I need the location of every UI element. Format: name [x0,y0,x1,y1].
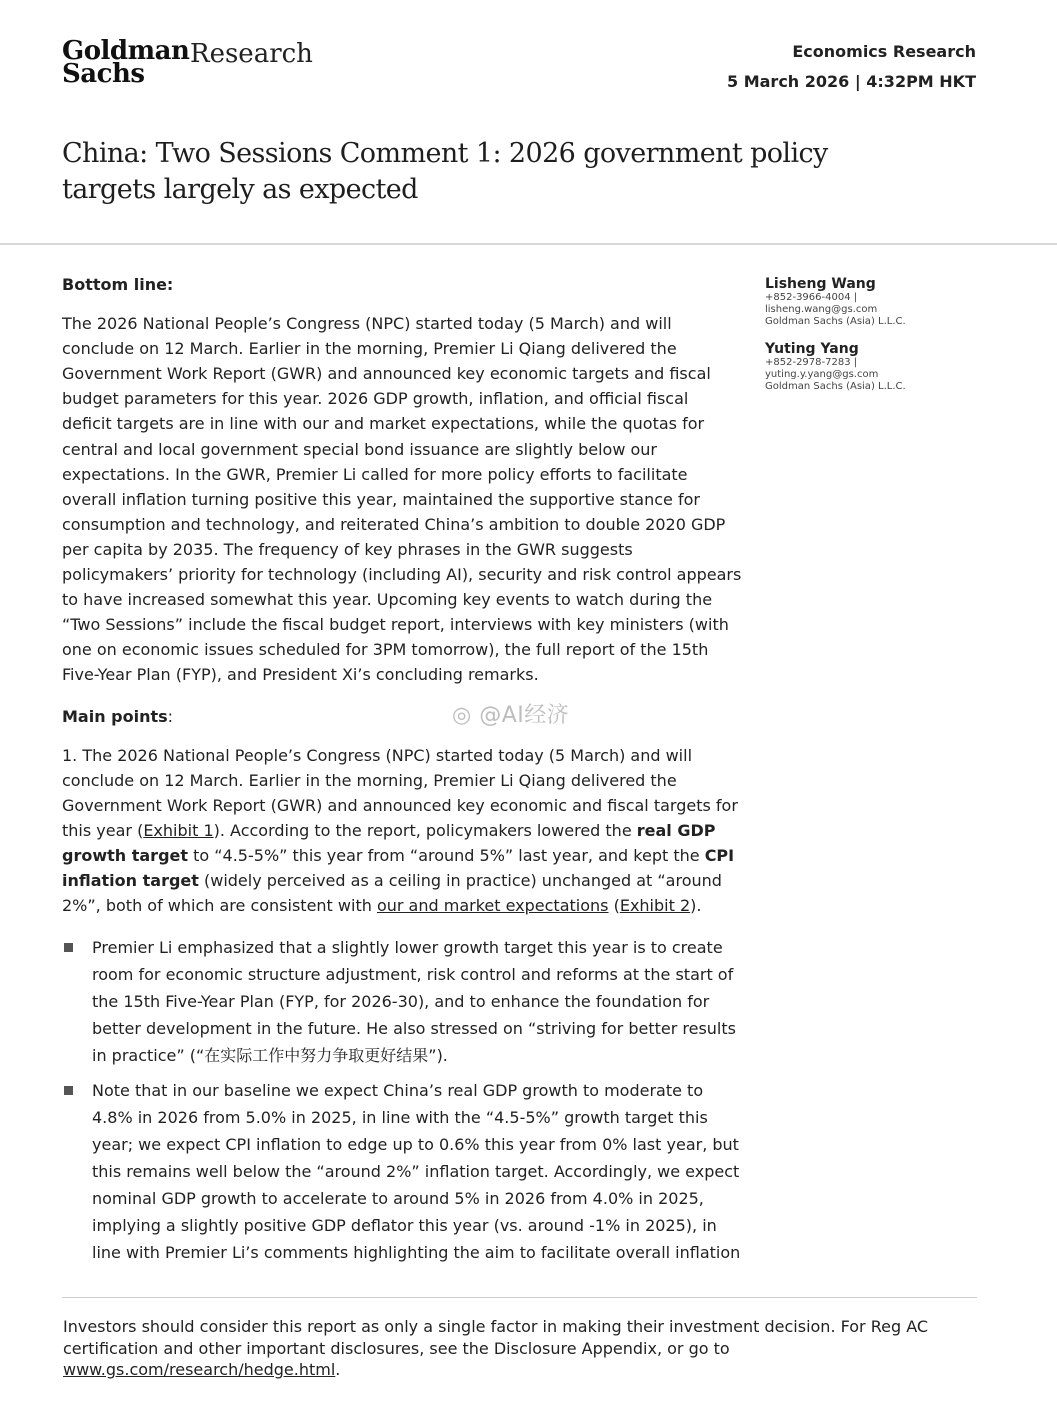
bullet-text: Premier Li emphasized that a slightly lower growth target this year is to create room for economic structure adjustment, risk control and reforms at the start of the 15th Five-Year Plan (FYP, for 2026-30), and to enhance the foundation for better development in the future. He also stressed on “striving for better results in practice” (“在实际工作中努力争取更好结果”). [92,938,736,1066]
exhibit-2-link[interactable]: Exhibit 2 [619,896,691,916]
bullet-text: Note that in our baseline we expect China’s real GDP growth to moderate to 4.8% in 2026 from 5.0% in 2025, in line with the “4.5-5%” growth target this year; we expect CPI inflation to edge up to 0.6% this year from 0% last year, but this remains well below the “around 2%” inflation target. Accordingly, we expect nominal GDP growth to accelerate to around 5% in 2026 from 4.0% in 2025, implying a slightly positive GDP deflator this year (vs. around -1% in 2025), in line with Premier Li’s comments highlighting the aim to facilitate overall inflation [92,1081,741,1263]
disclosure-link[interactable]: www.gs.com/research/hedge.html [63,1360,336,1379]
header-divider [0,243,1057,245]
main-point-1-text: ). [690,896,702,916]
author-card [765,341,965,393]
cpi-target-emphasis: CPI inflation target [62,845,735,891]
footer-divider [62,1297,977,1298]
logo-research: Research [190,39,313,69]
disclaimer [63,1316,963,1381]
logo-line2: Sachs [62,59,145,89]
disclaimer-text: Investors should consider this report as only a single factor in making their investment decision. For Reg AC certification and other important disclosures, see the Disclosure Appendix, or go to [63,1317,929,1358]
report-datetime: 5 March 2026 | 4:32PM HKT [727,72,976,91]
author-phone: +852-2978-7283 | [765,357,858,368]
author-email[interactable]: lisheng.wang@gs.com [765,304,878,315]
square-bullet-icon [64,1086,73,1095]
main-point-1-text: to “4.5-5%” this year from “around 5%” last year, and kept the [188,845,705,865]
author-firm: Goldman Sachs (Asia) L.L.C. [765,381,906,392]
goldman-sachs-logo [62,36,313,89]
report-title: China: Two Sessions Comment 1: 2026 government policy targets largely as expected [62,138,828,205]
report-body [62,272,742,1274]
gdp-target-emphasis: real GDP growth target [62,820,716,865]
main-point-1 [62,743,742,919]
main-points-heading-text: Main points [62,706,168,726]
main-point-1-text: ( [608,896,620,916]
author-email[interactable]: yuting.y.yang@gs.com [765,369,879,380]
authors-sidebar [765,276,965,406]
author-name: Yuting Yang [765,341,859,357]
bullet-item [62,1077,742,1266]
bullet-item [62,934,742,1069]
watermark-text: @AI经济 [479,703,570,728]
logo-line1: Goldman [62,36,190,66]
author-phone: +852-3966-4004 | [765,292,858,303]
main-point-1-text: (widely perceived as a ceiling in practice) unchanged at “around 2%”, both of which are consistent with [62,871,722,916]
main-points-colon: : [167,706,174,726]
disclaimer-end: . [335,1360,341,1379]
bottom-line-text: The 2026 National People’s Congress (NPC) started today (5 March) and will conclude on 12 March. Earlier in the morning, Premier Li Qiang delivered the Government Work Report (GWR) and announced key economic targets and fiscal budget parameters for this year. 2026 GDP growth, inflation, and official fiscal deficit targets are in line with our and market expectations, while the quotas for central and local government special bond issuance are slightly below our expectations. In the GWR, Premier Li called for more policy efforts to facilitate overall inflation turning positive this year, maintained the supportive stance for consumption and technology, and reiterated China’s ambition to double 2020 GDP per capita by 2035. The frequency of key phrases in the GWR suggests policymakers’ priority for technology (including AI), security and risk control appears to have increased somewhat this year. Upcoming key events to watch during the “Two Sessions” include the fiscal budget report, interviews with key ministers (with one on economic issues scheduled for 3PM tomorrow), the full report of the 15th Five-Year Plan (FYP), and President Xi’s concluding remarks. [62,314,742,685]
main-points-heading [62,704,742,729]
author-name: Lisheng Wang [765,276,876,292]
weibo-icon: ◎ [452,703,480,728]
exhibit-1-link[interactable]: Exhibit 1 [143,820,214,840]
main-point-1-text: ). According to the report, policymakers lowered the [213,820,637,840]
author-firm: Goldman Sachs (Asia) L.L.C. [765,316,906,327]
main-point-1-text: 1. The 2026 National People’s Congress (NPC) started today (5 March) and will conclude on 12 March. Earlier in the morning, Premier Li Qiang delivered the Government Work Report (GWR) and announced key economic and fiscal targets for this year ( [62,745,738,840]
bottom-line-heading: Bottom line: [62,275,174,294]
author-card [765,276,965,328]
square-bullet-icon [64,943,73,952]
expectations-link[interactable]: our and market expectations [376,896,609,916]
weibo-watermark [452,698,569,729]
report-header-meta [727,40,976,100]
section-label: Economics Research [792,42,976,61]
bullet-list [62,934,742,1266]
